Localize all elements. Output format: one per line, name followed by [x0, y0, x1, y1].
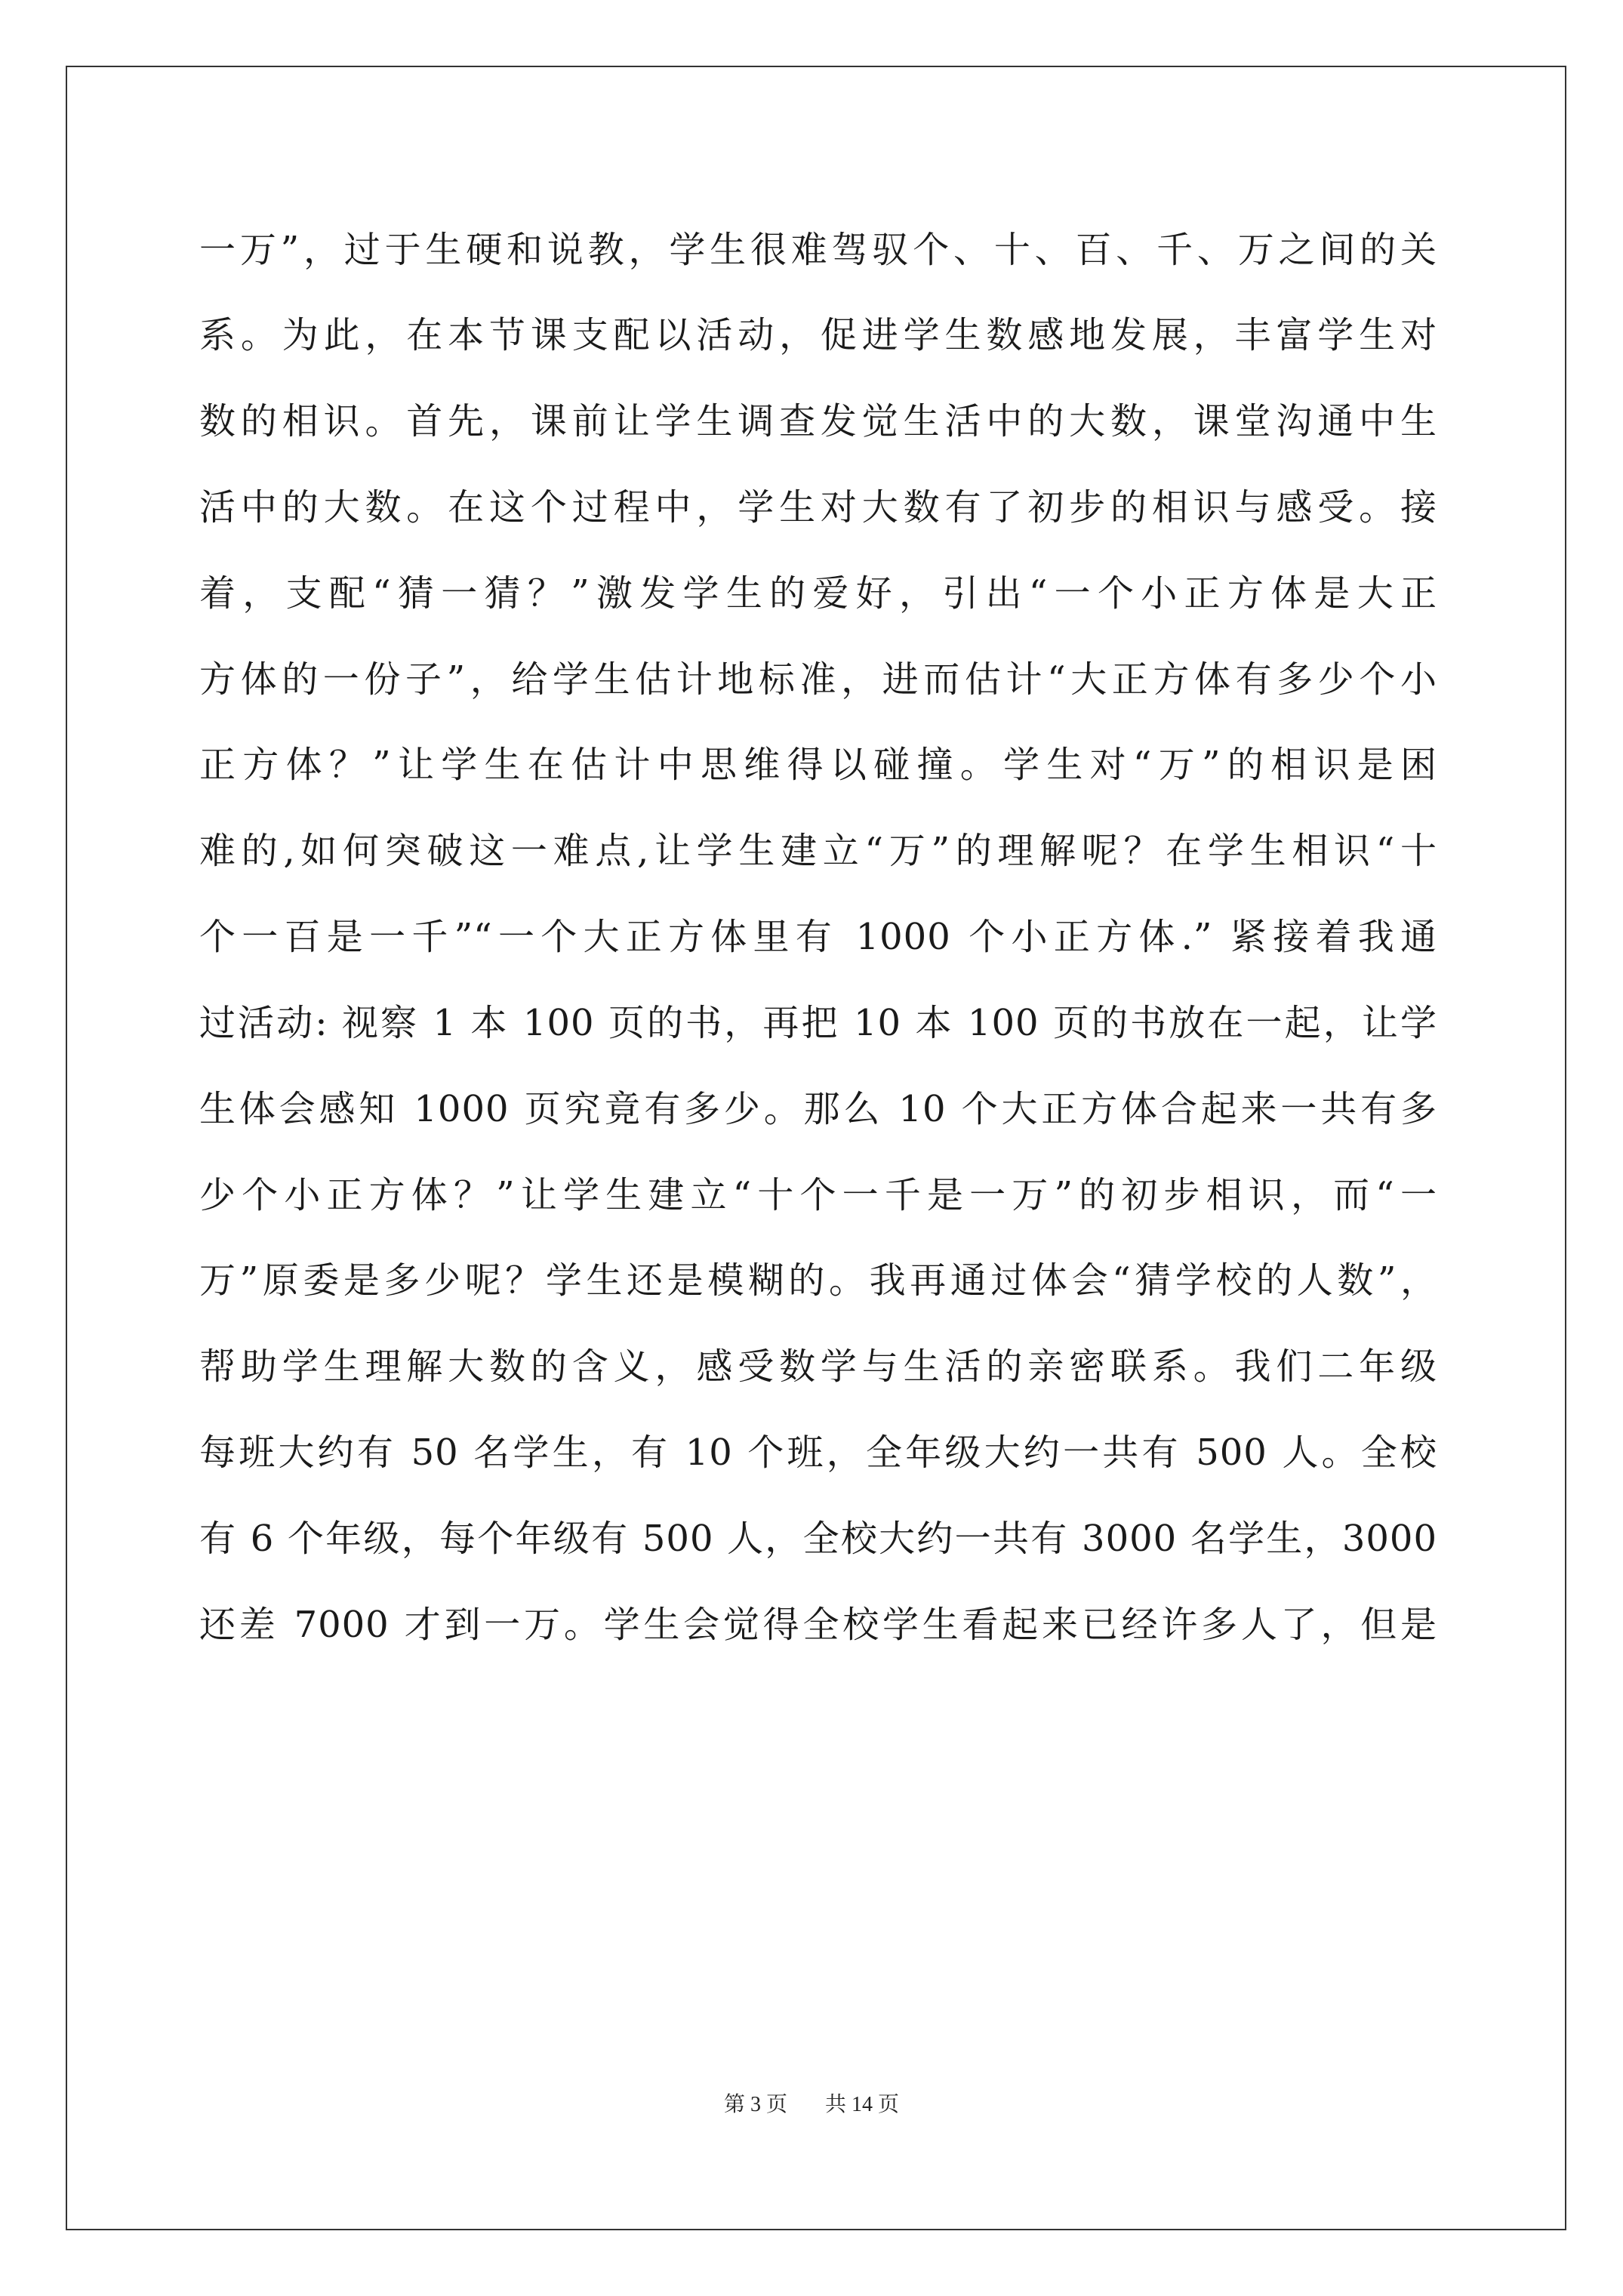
text-line: 数的相识。首先，课前让学生调查发觉生活中的大数，课堂沟通中生	[199, 400, 1437, 442]
text-line: 每班大约有 50 名学生，有 10 个班，全年级大约一共有 500 人。全校	[199, 1432, 1437, 1474]
text-line: 万”原委是多少呢？学生还是模糊的。我再通过体会“猜学校的人数”，	[199, 1259, 1437, 1302]
text-line: 正方体？”让学生在估计中思维得以碰撞。学生对“万”的相识是困	[199, 744, 1437, 786]
page-number: 第 3 页	[723, 2093, 787, 2116]
text-line: 一万”，过于生硬和说教，学生很难驾驭个、十、百、千、万之间的关	[199, 229, 1437, 271]
text-line: 还差 7000 才到一万。学生会觉得全校学生看起来已经许多人了，但是	[199, 1604, 1437, 1646]
text-line: 有 6 个年级，每个年级有 500 人，全校大约一共有 3000 名学生，3000	[199, 1518, 1437, 1560]
text-line: 方体的一份子”，给学生估计地标准，进而估计“大正方体有多少个小	[199, 658, 1437, 701]
text-line: 着，支配“猜一猜？”激发学生的爱好，引出“一个小正方体是大正	[199, 572, 1437, 615]
text-line: 难的,如何突破这一难点,让学生建立“万”的理解呢？在学生相识“十	[199, 830, 1437, 872]
text-line: 生体会感知 1000 页究竟有多少。那么 10 个大正方体合起来一共有多	[199, 1088, 1437, 1130]
text-line: 过活动: 视察 1 本 100 页的书，再把 10 本 100 页的书放在一起，让学	[199, 1002, 1437, 1044]
text-line: 活中的大数。在这个过程中，学生对大数有了初步的相识与感受。接	[199, 486, 1437, 529]
page-footer	[0, 2090, 1623, 2120]
text-line: 帮助学生理解大数的含义，感受数学与生活的亲密联系。我们二年级	[199, 1345, 1437, 1388]
text-line: 少个小正方体？”让学生建立“十个一千是一万”的初步相识，而“一	[199, 1174, 1437, 1216]
page-total: 共 14 页	[825, 2093, 900, 2116]
text-line: 系。为此，在本节课支配以活动，促进学生数感地发展，丰富学生对	[199, 314, 1437, 356]
text-line: 个一百是一千”“一个大正方体里有 1000 个小正方体.” 紧接着我通	[199, 916, 1437, 958]
